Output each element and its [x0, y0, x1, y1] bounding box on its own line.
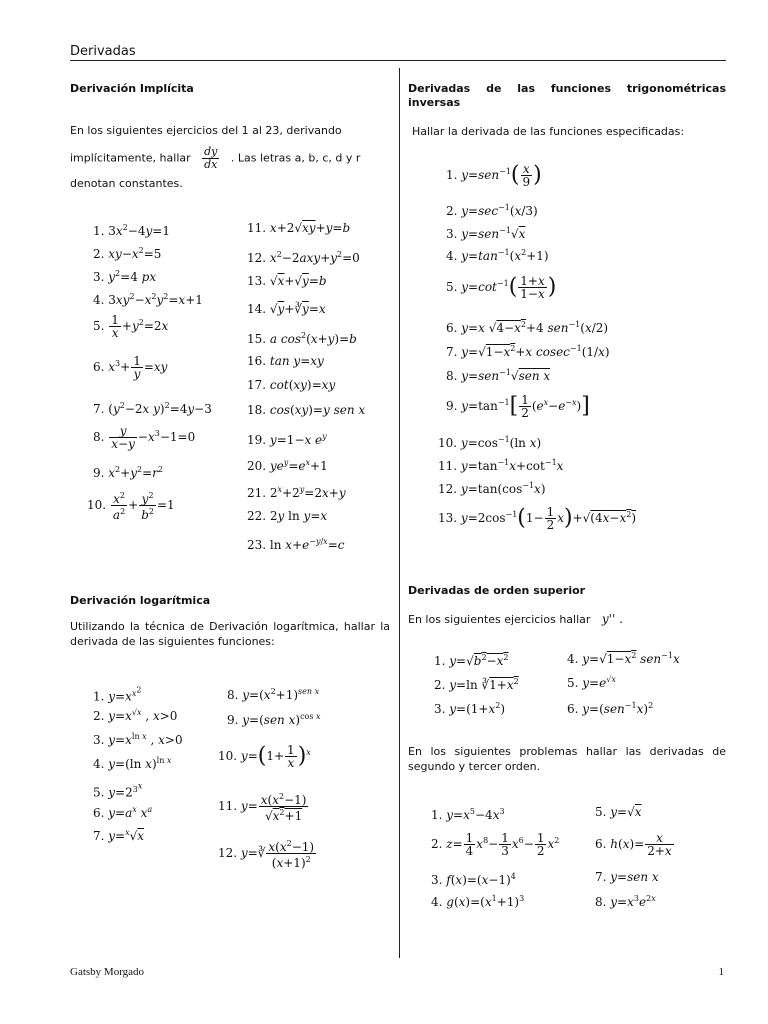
footer-page-number: 1 — [718, 966, 724, 978]
logaritmica-ex-4: 4. y=(ln x)$^{ln x}$ — [93, 756, 172, 771]
superior-ex-b5: 5. y=√x — [595, 805, 642, 819]
implicita-ex-7: 7. ($y^2-2x$ y)$^2$=4y−3 — [93, 401, 212, 416]
superior-ex-b6: 6. h(x)= $\frac{x}{2+x}$ — [595, 831, 672, 858]
section-title-logaritmica: Derivación logarítmica — [70, 594, 211, 607]
implicita-ex-17: 17. cot(xy)=xy — [247, 378, 336, 392]
logaritmica-ex-3: 3. $y=x^{ln x}$ , x>0 — [93, 732, 183, 747]
implicita-ex-15: 15. a $\cos^2(x+y)=b$ — [247, 331, 357, 346]
superior-ex-6: 6. $y=(sen^{-1}x)^2$ — [567, 701, 654, 716]
superior-intro-2: En los siguientes problemas hallar las derivadas de segundo y tercer orden. — [408, 745, 726, 773]
trig-ex-13: 13. $y=2\cos^{-1}(1-$ $\frac{1}{2}$ $x)+√(4x-x^2)$ — [438, 505, 637, 532]
implicita-ex-11: 11. x+2√xy+y=b — [247, 221, 351, 235]
superior-ex-b2: 2. z= $\frac{1}{4}$ $x^8-$ $\frac{1}{3}$ $x^6-$ $\frac{1}{2}$ $x^2$ — [431, 831, 560, 858]
trigonometricas-intro: Hallar la derivada de las funciones especificadas: — [412, 125, 685, 138]
superior-ex-b7: 7. y=sen x — [595, 870, 659, 884]
implicita-ex-9: 9. $x^2+y^2=r^2$ — [93, 465, 163, 480]
implicita-ex-12: 12. $x^2-2axy+y^2=0$ — [247, 250, 360, 265]
section-title-trigonometricas: Derivadas de las funciones trigonométricas inversas — [408, 82, 726, 109]
superior-intro-1: En los siguientes ejercicios hallar y'' . — [408, 612, 623, 626]
column-divider — [399, 68, 400, 958]
implicita-ex-6: 6. $x^3+$ $\frac{1}{y}$ =xy — [93, 354, 168, 381]
implicita-ex-1: 1. $3x^2-4y=1$ — [93, 223, 170, 238]
superior-ex-1: 1. $y=√b^2-x^2$ — [434, 653, 509, 668]
trig-ex-9: 9. $y=\tan^{-1}$[ $\frac{1}{2}$ $(e^x-e^{-x})$] — [446, 393, 590, 420]
implicita-ex-3: 3. $y^2=4$ px — [93, 269, 157, 284]
logaritmica-ex-7: 7. y=$^x$√x — [93, 828, 145, 843]
logaritmica-ex-12: 12. y=∛ $\frac{x(x^2-1)}{(x+1)^2}$ — [218, 839, 315, 870]
implicita-ex-23: 23. $\ln x+e^{-y/x}=c$ — [247, 537, 345, 552]
superior-ex-b4: 4. $g(x)=(x^1+1)^3$ — [431, 894, 525, 909]
implicita-ex-2: 2. $xy-x^2=5$ — [93, 246, 162, 261]
superior-ex-b3: 3. $f(x)=(x-1)^4$ — [431, 872, 516, 887]
section-title-implicita: Derivación Implícita — [70, 82, 194, 95]
implicita-ex-18: 18. cos(xy)=y sen x — [247, 403, 366, 417]
implicita-ex-13: 13. √x+√y=b — [247, 274, 327, 288]
trig-ex-10: 10. $y=\cos^{-1}(\ln$ x) — [438, 435, 542, 450]
logaritmica-ex-8: 8. $y=(x^2+1)^{sen x}$ — [227, 687, 320, 702]
superior-ex-b8: 8. $y=x^3e^{2x}$ — [595, 894, 656, 909]
implicita-intro-line2: implícitamente, hallar $\frac{dy}{dx}$ . Las letras a, b, c, d y r — [70, 145, 361, 171]
implicita-ex-19: 19. y=1−x $e^y$ — [247, 432, 327, 447]
implicita-ex-10: 10. $\frac{x^2}{a^2}$ + $\frac{y^2}{b^2}$ =1 — [87, 491, 175, 522]
superior-ex-4: 4. $y=√1-x^2$ sen$^{-1}$x — [567, 651, 680, 666]
implicita-ex-14: 14. $√y+∛\overline{y}=x$ — [247, 302, 326, 316]
logaritmica-ex-10: 10. y=(1+ $\frac{1}{x}$ )$^x$ — [218, 743, 311, 770]
trig-ex-7: 7. $y=√1-x^2+x$ cosec$^{-1}$(1/x) — [446, 344, 610, 359]
footer-author: Gatsby Morgado — [70, 966, 145, 978]
implicita-ex-16: 16. tan y=xy — [247, 354, 324, 368]
logaritmica-ex-1: 1. $y=x^{x^2}$ — [93, 685, 142, 704]
implicita-ex-5: 5. $\frac{1}{x}$ $+y^2=2x$ — [93, 313, 169, 340]
trig-ex-5: 5. $y=\cot^{-1}$( $\frac{1+x}{1-x}$ ) — [446, 274, 557, 301]
implicita-ex-21: 21. $2^x+2^y=2x+y$ — [247, 485, 346, 500]
header-rule — [70, 60, 726, 61]
trig-ex-12: 12. $y=\tan(\cos^{-1}x)$ — [438, 481, 546, 496]
trig-ex-3: 3. y=sen$^{-1}$√x — [446, 226, 526, 241]
page-header: Derivadas — [70, 44, 136, 59]
implicita-intro-line1: En los siguientes ejercicios del 1 al 23, derivando — [70, 124, 342, 137]
logaritmica-intro: Utilizando la técnica de Derivación logarítmica, hallar la derivada de las siguientes funciones: — [70, 620, 390, 648]
superior-ex-2: 2. y=ln $∛1+x^2$ — [434, 677, 519, 692]
implicita-ex-22: 22. 2y ln y=x — [247, 509, 328, 523]
logaritmica-ex-9: 9. y=(sen x)$^{cos x}$ — [227, 712, 321, 727]
logaritmica-ex-6: 6. $y=a^x$ $x^a$ — [93, 805, 153, 820]
superior-ex-5: 5. $y=e^{√x}$ — [567, 675, 616, 690]
implicita-intro-line3: denotan constantes. — [70, 177, 183, 190]
logaritmica-ex-5: 5. $y=2^{3^x}$ — [93, 781, 143, 800]
logaritmica-ex-2: 2. $y=x^{√x}$ , x>0 — [93, 708, 178, 723]
implicita-ex-8: 8. $\frac{y}{x-y}$ $-x^3-1=0$ — [93, 424, 196, 451]
logaritmica-ex-11: 11. y= $\frac{x(x^2-1)}{√x^2+1}$ — [218, 792, 307, 823]
trig-ex-8: 8. y=sen$^{-1}$√sen x — [446, 368, 551, 383]
implicita-ex-20: 20. $ye^y=e^x+1$ — [247, 458, 328, 473]
implicita-ex-4: 4. $3xy^2-x^2y^2=x+1$ — [93, 292, 203, 307]
superior-ex-b1: 1. $y=x^5-4x^3$ — [431, 807, 505, 822]
dy-dx-fraction: $\frac{dy}{dx}$ — [204, 145, 218, 171]
section-title-superior: Derivadas de orden superior — [408, 584, 586, 597]
trig-ex-1: 1. y=sen$^{-1}$( $\frac{x}{9}$ ) — [446, 162, 542, 189]
trig-ex-4: 4. $y=\tan^{-1}(x^2+1)$ — [446, 248, 549, 263]
trig-ex-6: 6. y=x $√4-x^2+4$ sen$^{-1}$(x/2) — [446, 320, 609, 335]
trig-ex-2: 2. $y=\sec^{-1}(x/3)$ — [446, 203, 538, 218]
trig-ex-11: 11. $y=\tan^{-1}x+\cot^{-1}x$ — [438, 458, 564, 473]
superior-ex-3: 3. $y=(1+x^2)$ — [434, 701, 506, 716]
